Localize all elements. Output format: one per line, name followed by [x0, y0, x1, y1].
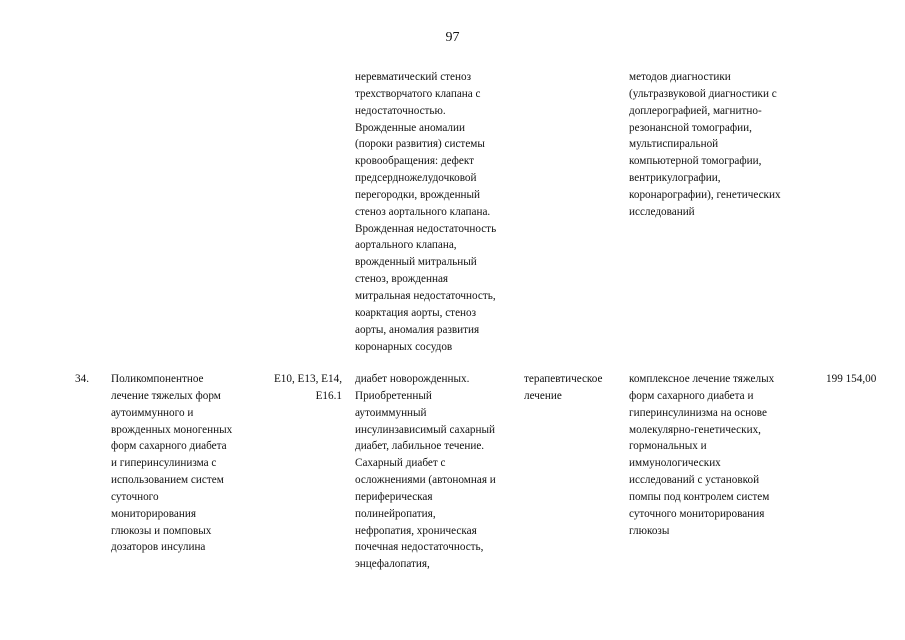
text-line: диабет новорожденных.: [355, 373, 470, 385]
text-line: Поликомпонентное: [111, 373, 204, 385]
text-line: энцефалопатия,: [355, 558, 430, 571]
text-line: (пороки развития) системы: [355, 138, 485, 151]
text-line: дозаторов инсулина: [111, 541, 206, 554]
row-method-cell: [629, 371, 774, 539]
text-line: E16.1: [315, 389, 342, 402]
text-line: компьютерной томографии,: [629, 155, 762, 168]
text-line: доплерографией, магнитно-: [629, 104, 762, 117]
text-line: глюкозы: [629, 524, 670, 537]
row-treatment-cell: [524, 371, 603, 405]
row-number: 34.: [75, 373, 89, 385]
text-line: Приобретенный: [355, 389, 432, 402]
text-line: вентрикулографии,: [629, 172, 721, 185]
text-line: лечение: [524, 389, 562, 402]
text-line: аортального клапана,: [355, 239, 457, 252]
text-line: форм сахарного диабета: [111, 440, 227, 453]
text-line: Врожденные аномалии: [355, 121, 465, 134]
text-line: гиперинсулинизма на основе: [629, 406, 767, 419]
text-line: периферическая: [355, 490, 433, 503]
text-line: аорты, аномалия развития: [355, 323, 480, 336]
text-line: кровообращения: дефект: [355, 155, 475, 168]
text-line: гормональных и: [629, 440, 707, 453]
text-line: использованием систем: [111, 474, 224, 487]
text-line: E10, E13, E14,: [273, 373, 342, 385]
text-line: недостаточностью.: [355, 104, 446, 117]
text-line: Врожденная недостаточность: [355, 222, 497, 235]
text-line: нефропатия, хроническая: [355, 524, 477, 537]
text-line: форм сахарного диабета и: [629, 389, 754, 402]
text-line: лечение тяжелых форм: [111, 389, 221, 402]
text-line: (ультразвуковой диагностики с: [629, 87, 777, 100]
continuation-method-cell: [629, 69, 781, 221]
text-line: мониторирования: [111, 507, 196, 520]
text-line: исследований: [629, 205, 695, 218]
text-line: коронарных сосудов: [355, 340, 453, 353]
text-line: суточного: [111, 490, 159, 503]
text-line: Сахарный диабет с: [355, 457, 446, 470]
text-line: суточного мониторирования: [629, 507, 765, 520]
text-line: мультиспиральной: [629, 138, 719, 151]
text-line: аутоиммунный: [355, 406, 427, 419]
text-line: резонансной томографии,: [629, 121, 752, 134]
text-line: помпы под контролем систем: [629, 490, 770, 503]
text-line: неревматический стеноз: [355, 71, 472, 83]
text-line: и гиперинсулинизма с: [111, 457, 217, 470]
text-line: перегородки, врожденный: [355, 188, 481, 201]
text-line: врожденных моногенных: [111, 423, 233, 436]
text-line: митральная недостаточность,: [355, 289, 496, 302]
text-line: коарктация аорты, стеноз: [355, 306, 477, 319]
text-line: полинейропатия,: [355, 507, 436, 520]
text-line: исследований с установкой: [629, 474, 760, 487]
text-line: врожденный митральный: [355, 256, 477, 269]
text-line: коронарографии), генетических: [629, 188, 781, 201]
text-line: глюкозы и помповых: [111, 524, 212, 537]
text-line: стеноз, врожденная: [355, 273, 449, 286]
row-codes-cell: [256, 371, 342, 405]
row-name-cell: [111, 371, 232, 556]
text-line: предсердножелудочковой: [355, 172, 477, 185]
text-line: комплексное лечение тяжелых: [629, 373, 775, 385]
text-line: молекулярно-генетических,: [629, 423, 761, 436]
text-line: инсулинзависимый сахарный: [355, 423, 496, 436]
text-line: осложнениями (автономная и: [355, 474, 496, 487]
continuation-diagnosis-cell: [355, 69, 496, 355]
page-number: 97: [445, 30, 460, 45]
text-line: иммунологических: [629, 457, 721, 470]
text-line: методов диагностики: [629, 71, 731, 83]
row-cost: 199 154,00: [826, 373, 877, 385]
text-line: аутоиммунного и: [111, 406, 194, 419]
text-line: почечная недостаточность,: [355, 541, 484, 554]
text-line: диабет, лабильное течение.: [355, 440, 485, 453]
text-line: стеноз аортального клапана.: [355, 205, 491, 218]
row-diagnosis-cell: [355, 371, 496, 573]
text-line: терапевтическое: [524, 373, 603, 385]
text-line: трехстворчатого клапана с: [355, 87, 481, 100]
